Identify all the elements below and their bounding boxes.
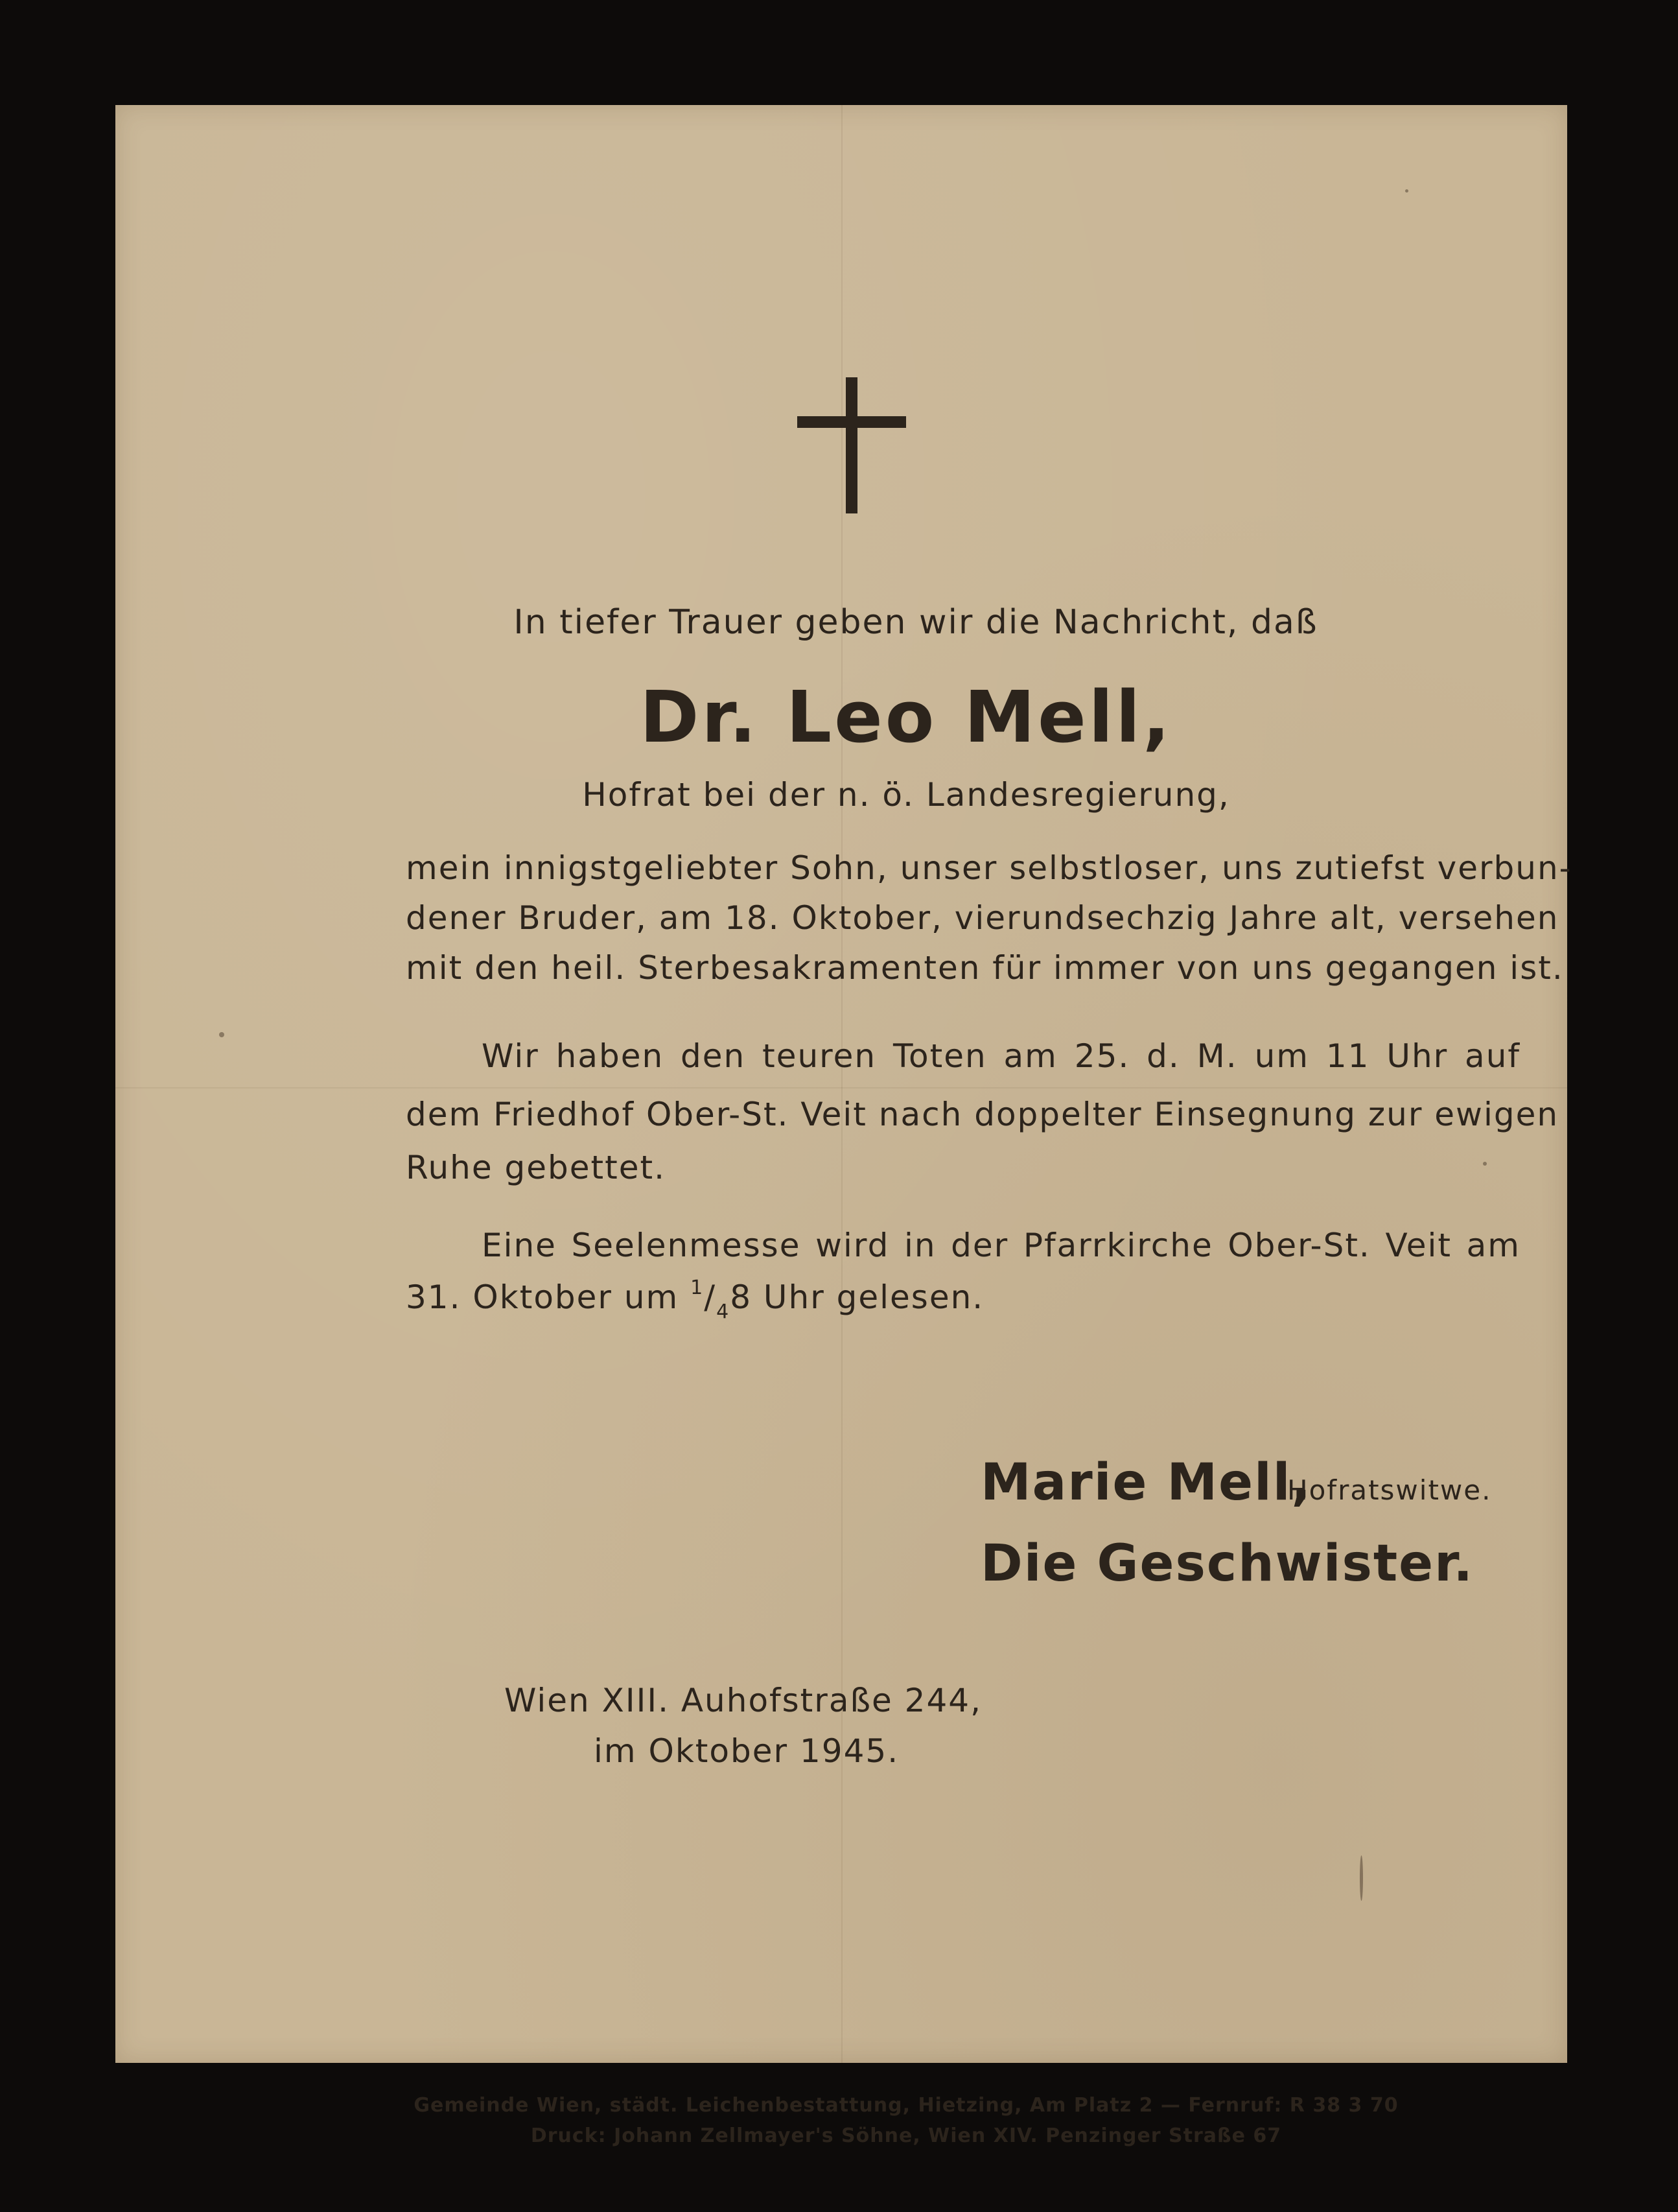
- cross-icon: [797, 377, 906, 513]
- paper-speck: [219, 1032, 224, 1037]
- death-notice-paper: [115, 105, 1572, 2147]
- deceased-title: Hofrat bei der n. ö. Landesregierung,: [582, 776, 1230, 814]
- fraction-quarter: $^1/_4$: [690, 1277, 730, 1323]
- footer-undertaker: Gemeinde Wien, städt. Leichenbestattung, Hietzing, Am Platz 2 — Fernruf: R 38 3 70: [414, 2094, 1399, 2117]
- fraction-denominator: 4: [716, 1300, 730, 1323]
- signatory-role: Hofratswitwe.: [1287, 1474, 1492, 1506]
- intro-line: In tiefer Trauer geben wir die Nachricht, daß: [513, 603, 1318, 642]
- paper-speck: [1483, 1162, 1487, 1166]
- paragraph2-line1: Wir haben den teuren Toten am 25. d. M. um 11 Uhr auf: [482, 1037, 1521, 1075]
- paper-fold-horizontal: [115, 1087, 1567, 1088]
- paper-mark: [1360, 1855, 1363, 1901]
- paragraph2-line3: Ruhe gebettet.: [406, 1149, 666, 1186]
- signatory-siblings: Die Geschwister.: [981, 1535, 1474, 1593]
- address-line: Wien XIII. Auhofstraße 244,: [504, 1682, 982, 1719]
- deceased-name: Dr. Leo Mell,: [640, 676, 1172, 759]
- paragraph3-line2-end: 8 Uhr gelesen.: [730, 1278, 985, 1316]
- footer-printer: Druck: Johann Zellmayer's Söhne, Wien XIV. Penzinger Straße 67: [530, 2124, 1282, 2147]
- paragraph3-line2: [406, 1278, 1521, 1321]
- paragraph3-line1: Eine Seelenmesse wird in der Pfarrkirche Ober-St. Veit am: [482, 1227, 1521, 1264]
- paragraph1-line1: mein innigstgeliebter Sohn, unser selbstloser, uns zutiefst verbun-: [406, 849, 1572, 887]
- fraction-numerator: 1: [690, 1277, 705, 1300]
- paragraph1-line3: mit den heil. Sterbesakramenten für immer von uns gegangen ist.: [406, 949, 1564, 987]
- paragraph2-line2: dem Friedhof Ober-St. Veit nach doppelter Einsegnung zur ewigen: [406, 1096, 1559, 1133]
- paper-speck: [1405, 189, 1408, 193]
- paragraph3-line2-start: 31. Oktober um: [406, 1278, 691, 1316]
- signatory-name: Marie Mell,: [981, 1453, 1312, 1512]
- paragraph1-line2: dener Bruder, am 18. Oktober, vierundsechzig Jahre alt, versehen: [406, 899, 1559, 937]
- date-line: im Oktober 1945.: [594, 1732, 900, 1770]
